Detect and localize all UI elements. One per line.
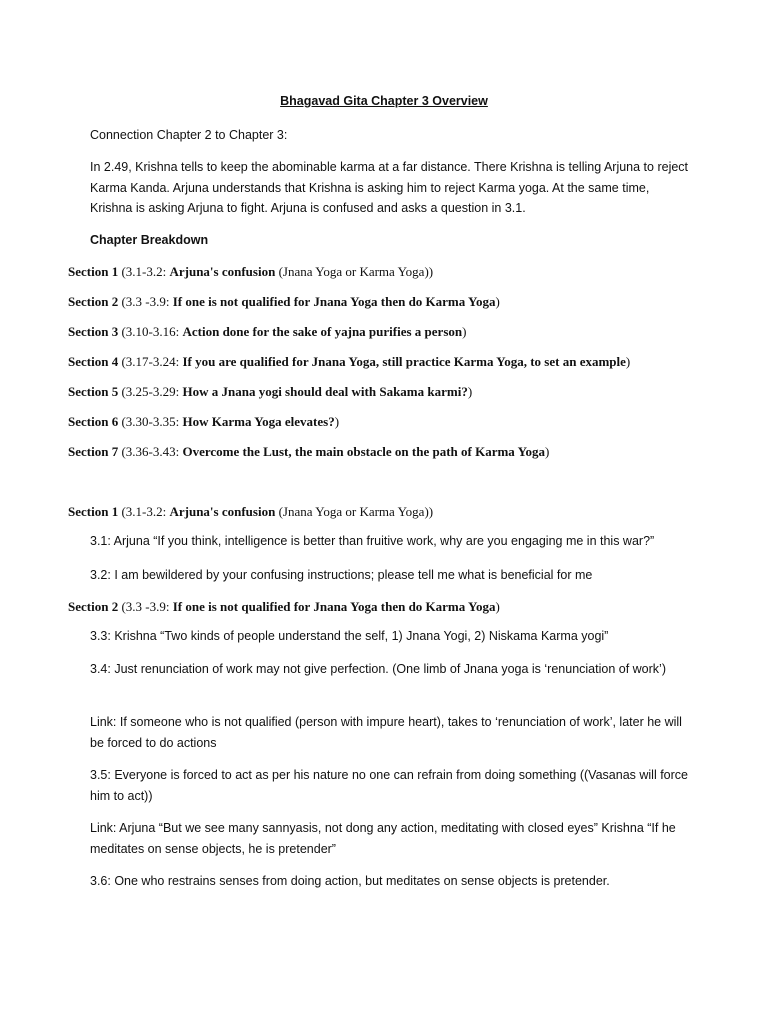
verse-3-2: 3.2: I am bewildered by your confusing instructions; please tell me what is beneficial for me (90, 568, 593, 582)
link-2: Link: Arjuna “But we see many sannyasis, not dong any action, meditating with closed eyes” Krishna “If he meditates on sense objects, he is pretender” (90, 821, 676, 856)
link-1: Link: If someone who is not qualified (person with impure heart), takes to ‘renunciation of work’, later he will be forced to do actions (90, 715, 682, 750)
breakdown-section-3: Section 3 (3.10-3.16: Action done for the sake of yajna purifies a person) (68, 324, 467, 339)
breakdown-section-1: Section 1 (3.1-3.2: Arjuna's confusion (Jnana Yoga or Karma Yoga)) (68, 264, 434, 279)
breakdown-heading: Chapter Breakdown (90, 233, 209, 247)
verse-3-4: 3.4: Just renunciation of work may not give perfection. (One limb of Jnana yoga is ‘renunciation of work’) (90, 662, 666, 676)
breakdown-section-5: Section 5 (3.25-3.29: How a Jnana yogi should deal with Sakama karmi?) (68, 384, 473, 399)
verse-3-5: 3.5: Everyone is forced to act as per his nature no one can refrain from doing something ((Vasanas will force him to act)) (90, 768, 688, 803)
section-1-heading: Section 1 (3.1-3.2: Arjuna's confusion (Jnana Yoga or Karma Yoga)) (68, 504, 434, 519)
connection-text: In 2.49, Krishna tells to keep the abominable karma at a far distance. There Krishna is telling Arjuna to reject Karma Kanda. Arjuna understands that Krishna is asking him to reject Karma yoga. At the same time, Krishna is asking Arjuna to fight. Arjuna is confused and asks a question in 3.1. (90, 160, 689, 215)
breakdown-section-2: Section 2 (3.3 -3.9: If one is not qualified for Jnana Yoga then do Karma Yoga) (68, 294, 500, 309)
connection-heading: Connection Chapter 2 to Chapter 3: (90, 128, 288, 142)
breakdown-section-7: Section 7 (3.36-3.43: Overcome the Lust, the main obstacle on the path of Karma Yoga) (68, 444, 550, 459)
verse-3-3: 3.3: Krishna “Two kinds of people understand the self, 1) Jnana Yogi, 2) Niskama Karma yogi” (90, 629, 609, 643)
page-title: Bhagavad Gita Chapter 3 Overview (280, 94, 488, 108)
breakdown-section-6: Section 6 (3.30-3.35: How Karma Yoga elevates?) (68, 414, 340, 429)
section-2-heading: Section 2 (3.3 -3.9: If one is not qualified for Jnana Yoga then do Karma Yoga) (68, 599, 500, 614)
breakdown-section-4: Section 4 (3.17-3.24: If you are qualified for Jnana Yoga, still practice Karma Yoga, to set an example) (68, 354, 631, 369)
verse-3-1: 3.1: Arjuna “If you think, intelligence is better than fruitive work, why are you engaging me in this war?” (90, 534, 655, 548)
verse-3-6: 3.6: One who restrains senses from doing action, but meditates on sense objects is pretender. (90, 874, 610, 888)
